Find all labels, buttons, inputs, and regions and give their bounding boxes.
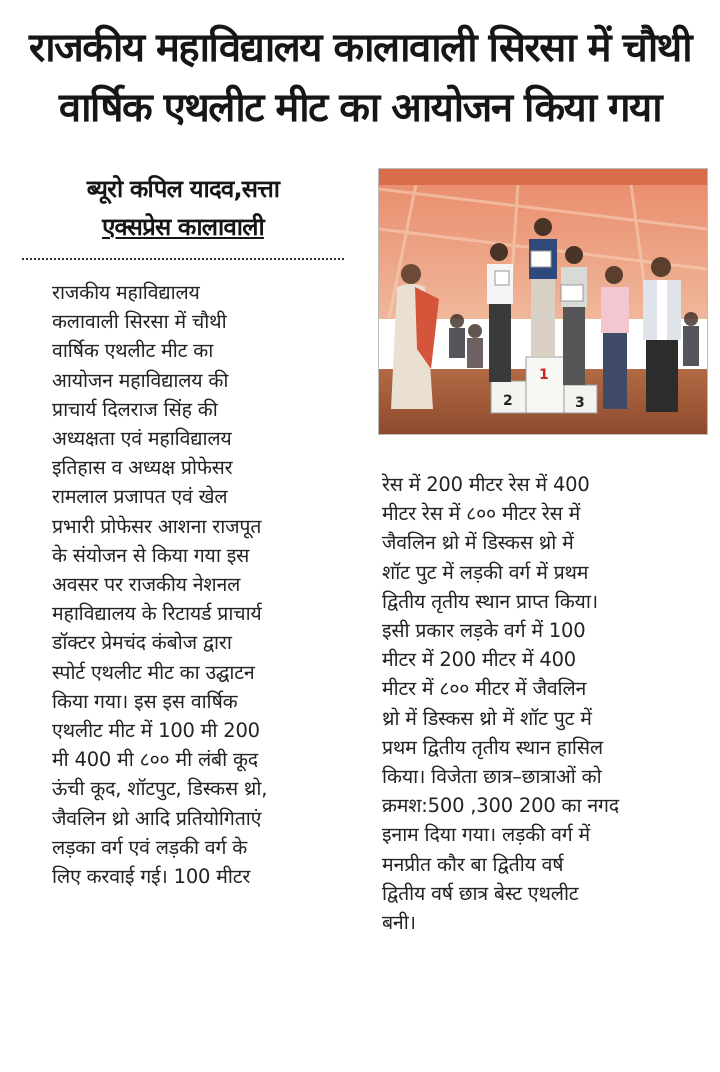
article-line: मीटर रेस में ८०० मीटर रेस में bbox=[382, 502, 581, 526]
article-line: क्रमश:500 ,300 200 का नगद bbox=[382, 794, 619, 818]
tent-valance bbox=[379, 169, 707, 185]
article-line: मनप्रीत कौर बा द्वितीय वर्ष bbox=[382, 852, 564, 876]
article-line: के संयोजन से किया गया इस bbox=[52, 543, 250, 567]
article-line: जैवलिन थ्रो आदि प्रतियोगिताएं bbox=[52, 806, 262, 830]
podium-label-2: 2 bbox=[503, 393, 513, 409]
article-line: लड़का वर्ग एवं लड़की वर्ग के bbox=[52, 835, 247, 859]
person-man-pink bbox=[601, 266, 629, 409]
article-line: वार्षिक एथलीट मीट का bbox=[52, 339, 214, 363]
article-line: थ्रो में डिस्कस थ्रो में शॉट पुट में bbox=[382, 706, 592, 730]
headline-line-1: राजकीय महाविद्यालय कालावाली सिरसा में चौथी bbox=[28, 25, 692, 71]
podium-block-1 bbox=[526, 357, 564, 413]
article-line: किया गया। इस इस वार्षिक bbox=[52, 689, 238, 713]
article-line: महाविद्यालय के रिटायर्ड प्राचार्य bbox=[52, 602, 262, 626]
byline-divider bbox=[22, 258, 344, 260]
article-line: प्राचार्य दिलराज सिंह की bbox=[52, 397, 218, 421]
article-column-left bbox=[22, 278, 356, 891]
article-line: अध्यक्षता एवं महाविद्यालय bbox=[52, 427, 232, 451]
article-line: कलावाली सिरसा में चौथी bbox=[52, 310, 227, 334]
article-line: मी 400 मी ८०० मी लंबी कूद bbox=[52, 748, 258, 772]
article-line: जैवलिन थ्रो में डिस्कस थ्रो में bbox=[382, 531, 574, 555]
headline bbox=[0, 18, 720, 138]
article-line: लिए करवाई गई। 100 मीटर bbox=[52, 865, 251, 889]
article-line: ऊंची कूद, शॉटपुट, डिस्कस थ्रो, bbox=[52, 777, 268, 801]
article-line: मीटर में ८०० मीटर में जैवलिन bbox=[382, 677, 587, 701]
article-line: इनाम दिया गया। लड़की वर्ग में bbox=[382, 823, 590, 847]
article-line: इसी प्रकार लड़के वर्ग में 100 bbox=[382, 619, 586, 643]
article-line: द्वितीय वर्ष छात्र बेस्ट एथलीट bbox=[382, 881, 579, 905]
article-line: शॉट पुट में लड़की वर्ग में प्रथम bbox=[382, 560, 589, 584]
article-line: रामलाल प्रजापत एवं खेल bbox=[52, 485, 228, 509]
article-line: राजकीय महाविद्यालय bbox=[52, 281, 200, 304]
article-line: मीटर में 200 मीटर में 400 bbox=[382, 648, 576, 672]
article-line: किया। विजेता छात्र–छात्राओं को bbox=[382, 765, 602, 789]
article-line: द्वितीय तृतीय स्थान प्राप्त किया। bbox=[382, 589, 598, 613]
article-line: आयोजन महाविद्यालय की bbox=[52, 368, 229, 392]
article-line: रेस में 200 मीटर रेस में 400 bbox=[382, 473, 590, 496]
article-column-right bbox=[382, 470, 712, 937]
article-line: प्रभारी प्रोफेसर आशना राजपूत bbox=[52, 514, 262, 538]
podium-label-1: 1 bbox=[539, 367, 549, 383]
byline-line-1: ब्यूरो कपिल यादव,सत्ता bbox=[86, 175, 280, 203]
article-line: स्पोर्ट एथलीट मीट का उद्घाटन bbox=[52, 660, 255, 684]
article-line: डॉक्टर प्रेमचंद कंबोज द्वारा bbox=[52, 631, 232, 655]
person-man-blazer bbox=[643, 257, 681, 412]
headline-line-2: वार्षिक एथलीट मीट का आयोजन किया गया bbox=[58, 85, 662, 131]
article-line: एथलीट मीट में 100 मी 200 bbox=[52, 719, 260, 743]
byline bbox=[22, 170, 344, 246]
byline-line-2: एक्सप्रेस कालावाली bbox=[102, 213, 264, 241]
podium-scene bbox=[379, 169, 707, 434]
event-photo bbox=[378, 168, 708, 435]
article-line: प्रथम द्वितीय तृतीय स्थान हासिल bbox=[382, 735, 603, 759]
article-line: इतिहास व अध्यक्ष प्रोफेसर bbox=[52, 456, 233, 480]
article-line: बनी। bbox=[382, 911, 416, 935]
article-line: अवसर पर राजकीय नेशनल bbox=[52, 573, 241, 597]
podium-label-3: 3 bbox=[575, 395, 585, 411]
